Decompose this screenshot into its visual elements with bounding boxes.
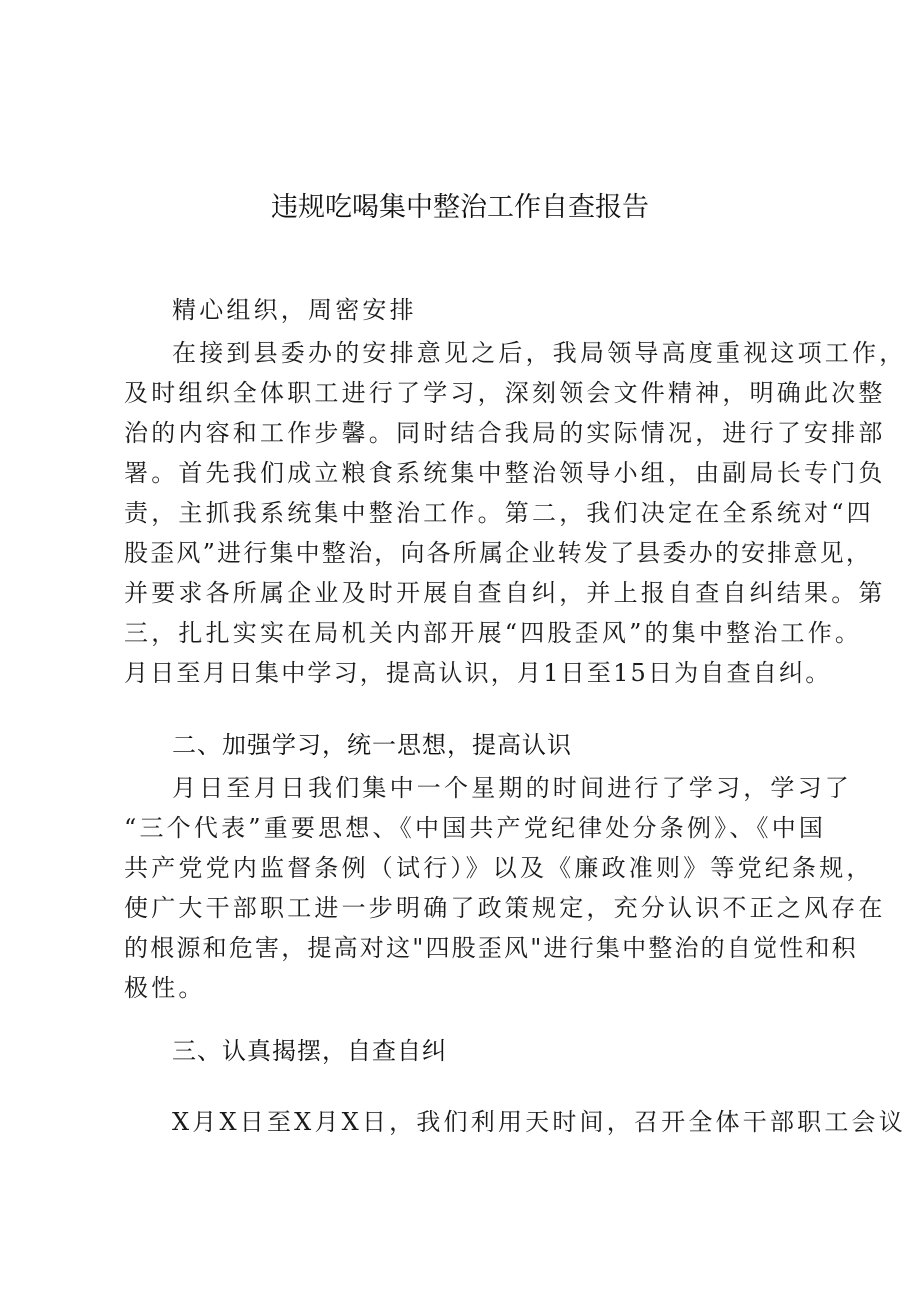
section-1-line-2: 及时组织全体职工进行了学习，深刻领会文件精神，明确此次整 xyxy=(124,379,886,407)
section-3-line-1: X月X日至X月X日，我们利用天时间，召开全体干部职工会议 xyxy=(172,1108,906,1136)
section-1-line-7: 并要求各所属企业及时开展自查自纠，并上报自查自纠结果。第 xyxy=(124,579,886,607)
section-1-line-6: 股歪风”进行集中整治，向各所属企业转发了县委办的安排意见， xyxy=(124,539,873,567)
section-2-body xyxy=(124,768,886,1008)
section-1-line-8: 三，扎扎实实在局机关内部开展“四股歪风”的集中整治工作。 xyxy=(124,619,863,647)
section-1-line-4: 署。首先我们成立粮食系统集中整治领导小组，由副局长专门负 xyxy=(124,459,886,487)
section-1-line-5: 责，主抓我系统集中整治工作。第二，我们决定在全系统对“四 xyxy=(124,499,874,527)
document-title: 违规吃喝集中整治工作自查报告 xyxy=(271,192,649,223)
section-1-body xyxy=(124,333,907,693)
section-1-line-3: 治的内容和工作步馨。同时结合我局的实际情况，进行了安排部 xyxy=(124,419,886,447)
section-2-heading: 二、加强学习，统一思想，提高认识 xyxy=(172,731,572,759)
section-2-line-3: 共产党党内监督条例（试行）》以及《廉政准则》等党纪条规， xyxy=(124,854,874,882)
section-2-line-6: 极性。 xyxy=(124,974,206,1002)
section-3-body xyxy=(124,1102,906,1142)
section-2-line-4: 使广大干部职工进一步明确了政策规定，充分认识不正之风存在 xyxy=(124,894,886,922)
section-2-line-2: “三个代表”重要思想、《中国共产党纪律处分条例》、《中国 xyxy=(124,814,827,842)
section-3-heading: 三、认真揭摆，自查自纠 xyxy=(172,1037,447,1065)
section-2-line-5: 的根源和危害，提高对这"四股歪风"进行集中整治的自觉性和积 xyxy=(124,934,858,962)
section-1-line-1: 在接到县委办的安排意见之后，我局领导高度重视这项工作， xyxy=(172,339,907,367)
section-1-heading: 精心组织，周密安排 xyxy=(172,296,417,324)
section-2-line-1: 月日至月日我们集中一个星期的时间进行了学习，学习了 xyxy=(172,774,852,802)
section-1-line-9: 月日至月日集中学习，提高认识，月1日至15日为自查自纠。 xyxy=(124,659,832,687)
